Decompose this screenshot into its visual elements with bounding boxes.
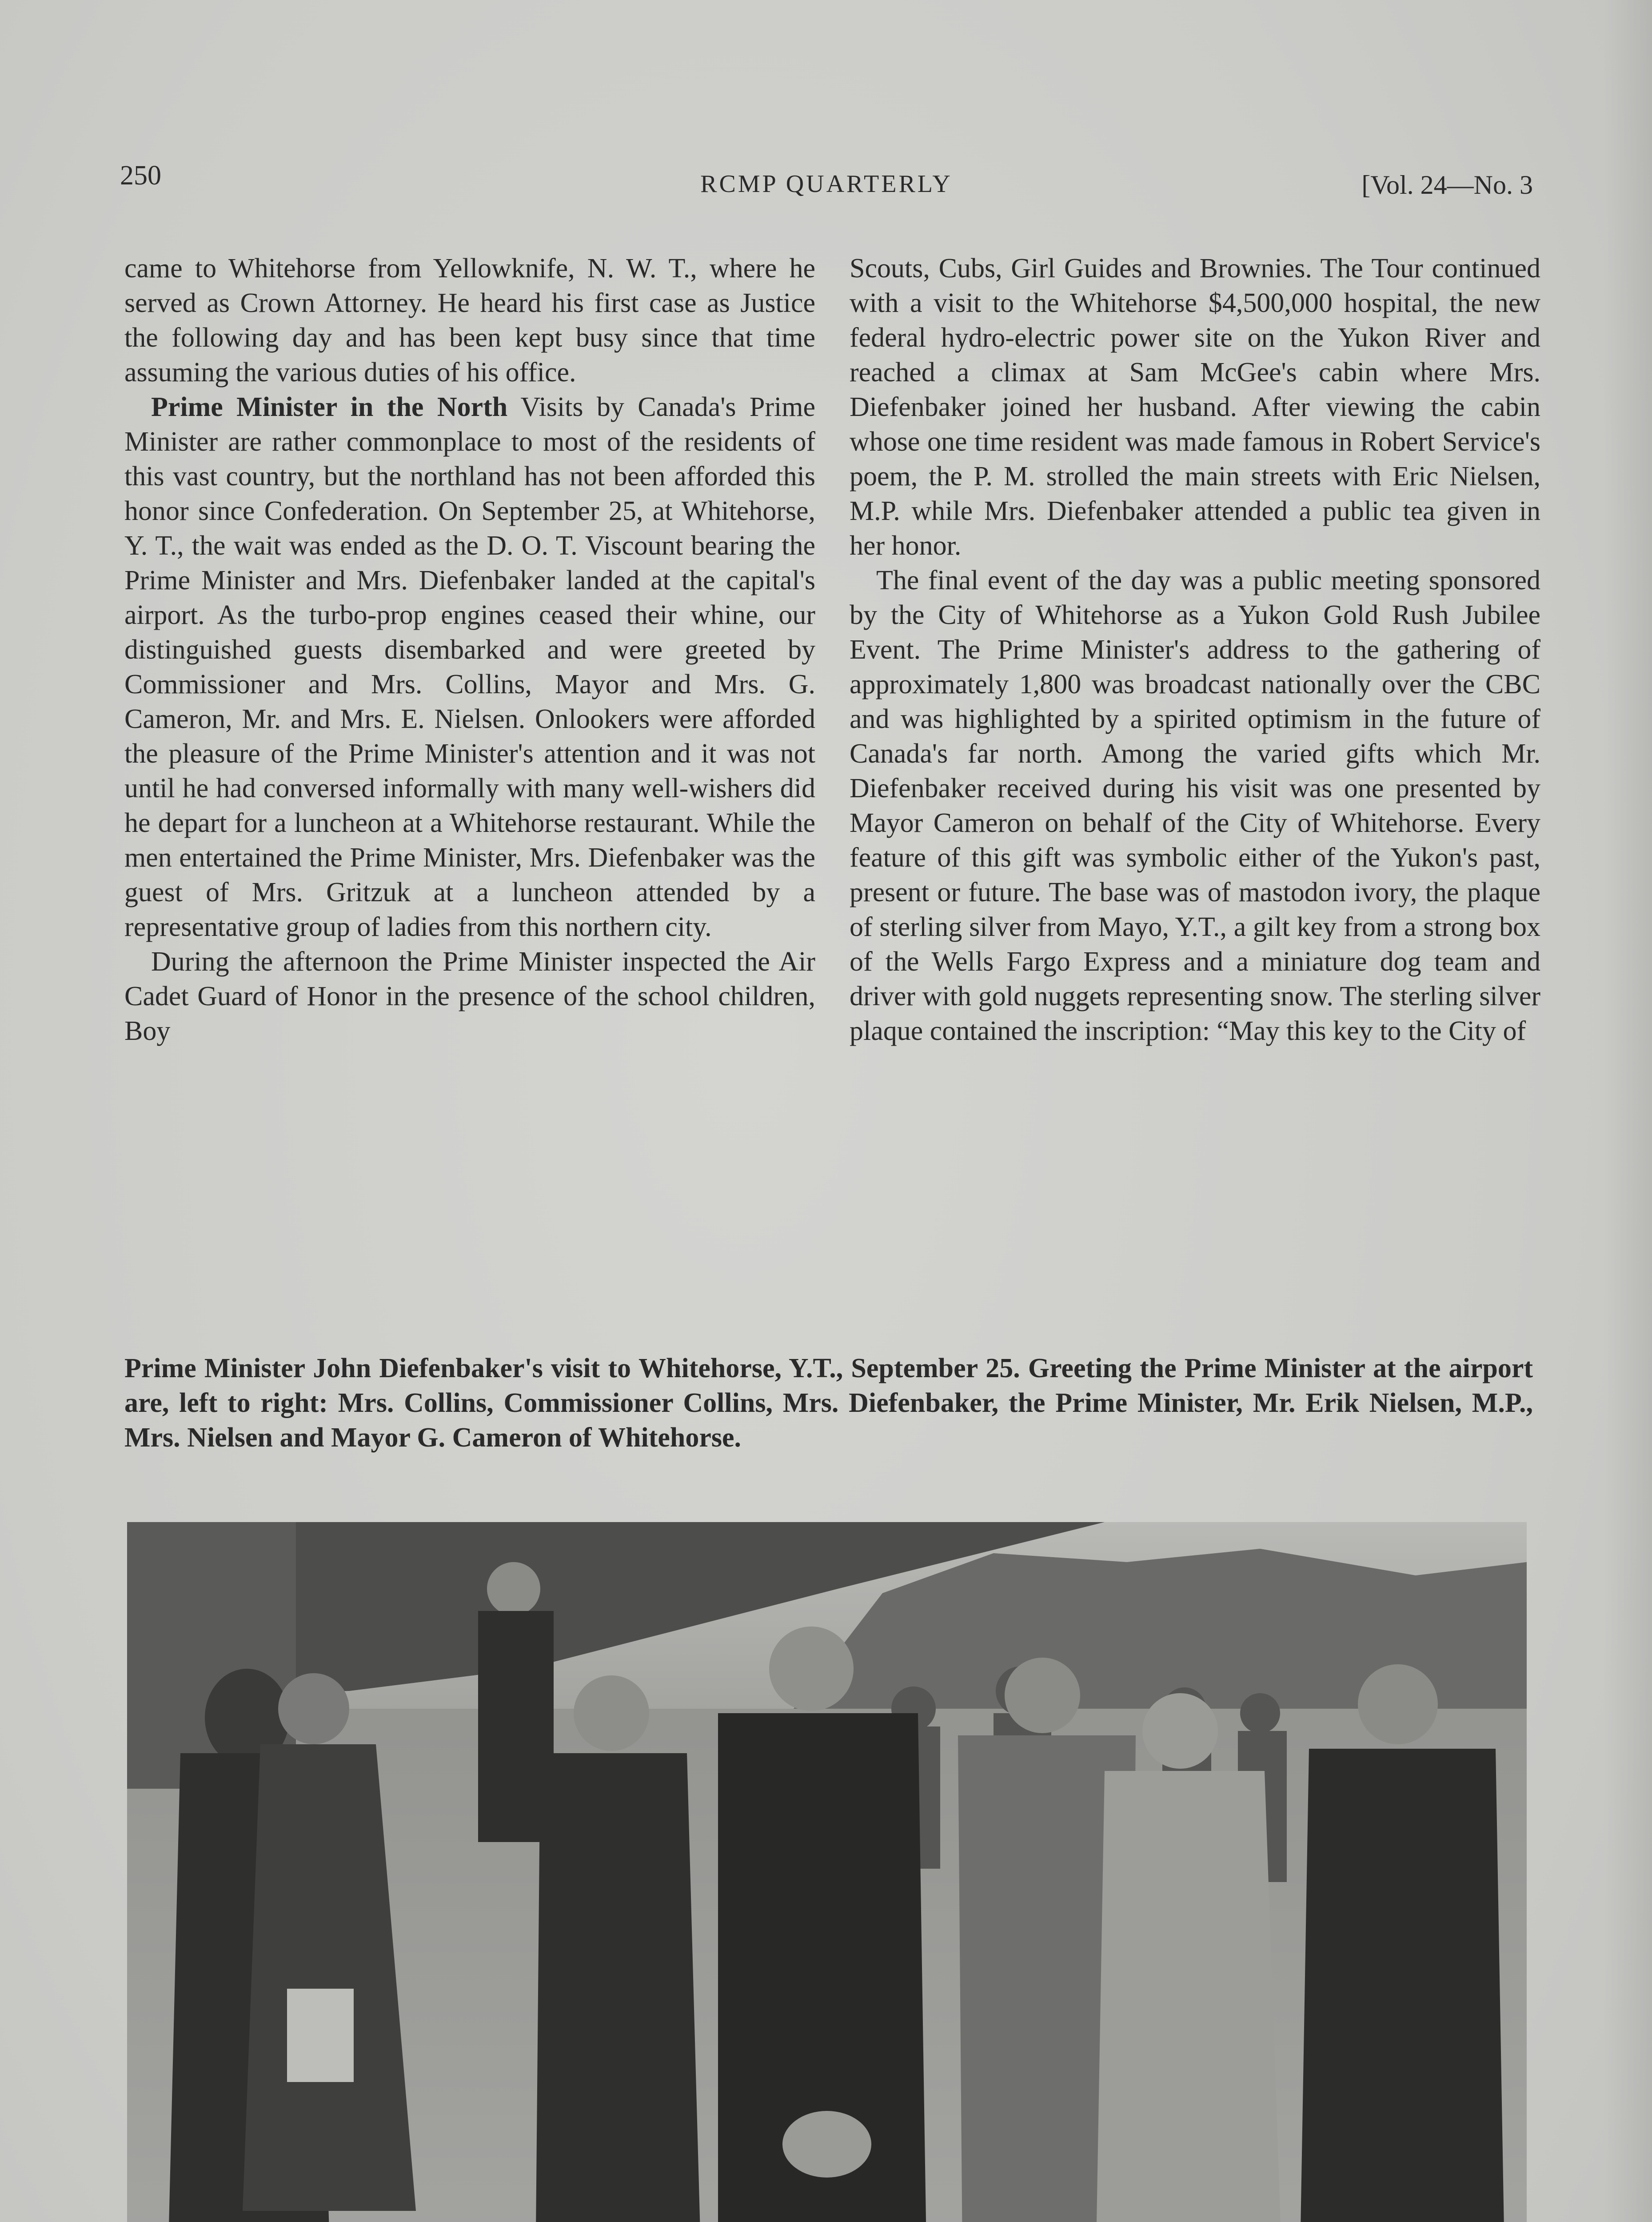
right-paragraph-1: Scouts, Cubs, Girl Guides and Brownies. The Tour continued with a visit to the Whitehorse $4,500,000 hospital, the new federal hydro-electric power site on the Yukon River and reached a climax at Sam McGee's cabin where Mrs. Diefenbaker joined her husband. After viewing the cabin whose one time resident was made famous in Robert Service's poem, the P. M. strolled the main streets with Eric Nielsen, M.P. while Mrs. Diefenbaker attended a public tea given in her honor. — [850, 253, 1540, 561]
left-paragraph-2-body: Visits by Canada's Prime Minister are rather commonplace to most of the residents of this vast country, but the northland has not been afforded this honor since Confederation. On September 25, at Whitehorse, Y. T., the wait was ended as the D. O. T. Viscount bearing the Prime Minister and Mrs. Diefenbaker landed at the capital's airport. As the turbo-prop engines ceased their whine, our distinguished guests disembarked and were greeted by Commissioner and Mrs. Collins, Mayor and Mrs. G. Cameron, Mr. and Mrs. E. Nielsen. Onlookers were afforded the pleasure of the Prime Minister's attention and it was not until he had conversed informally with many well-wishers did he depart for a luncheon at a Whitehorse restaurant. While the men entertained the Prime Minister, Mrs. Diefenbaker was the guest of Mrs. Gritzuk at a luncheon attended by a representative group of ladies from this northern city. — [124, 392, 815, 942]
photo-caption: Prime Minister John Diefenbaker's visit to Whitehorse, Y.T., September 25. Greeting the Prime Minister at the airport are, left to right: Mrs. Collins, Commissioner Collins, Mrs. Diefenbaker, the Prime Minister, Mr. Erik Nielsen, M.P., Mrs. Nielsen and Mayor G. Cameron of Whitehorse. — [124, 1353, 1533, 1453]
running-header — [120, 160, 1533, 204]
section-heading-prime-minister-in-the-north: Prime Minister in the North — [151, 392, 508, 422]
page-spine-shadow — [1603, 0, 1652, 2222]
journal-title: RCMP QUARTERLY — [700, 170, 953, 198]
left-paragraph-1: came to Whitehorse from Yellowknife, N. W. T., where he served as Crown Attorney. He heard his first case as Justice the following day and has been kept busy since that time assuming the various duties of his office. — [124, 253, 815, 388]
left-text-column — [124, 251, 815, 1300]
photo-illustration — [127, 1522, 1527, 2222]
left-paragraph-2 — [124, 390, 815, 944]
right-paragraph-2: The final event of the day was a public meeting sponsored by the City of Whitehorse as a Yukon Gold Rush Jubilee Event. The Prime Minister's address to the gathering of approximately 1,800 was broadcast nationally over the CBC and was highlighted by a spirited optimism in the future of Canada's far north. Among the varied gifts which Mr. Diefenbaker received during his visit was one presented by Mayor Cameron on behalf of the City of Whitehorse. Every feature of this gift was symbolic either of the Yukon's past, present or future. The base was of mastodon ivory, the plaque of sterling silver from Mayo, Y.T., a gilt key from a strong box of the Wells Fargo Express and a miniature dog team and driver with gold nuggets representing snow. The sterling silver plaque contained the inscription: “May this key to the City of — [850, 565, 1540, 1046]
volume-info: [Vol. 24—No. 3 — [1361, 170, 1533, 200]
page-number: 250 — [120, 160, 161, 191]
handbag — [287, 1989, 354, 2082]
right-text-column — [850, 251, 1540, 1300]
news-photograph — [127, 1522, 1527, 2222]
left-paragraph-3: During the afternoon the Prime Minister inspected the Air Cadet Guard of Honor in the presence of the school children, Boy — [124, 947, 815, 1046]
hat-in-hand — [782, 2111, 871, 2178]
